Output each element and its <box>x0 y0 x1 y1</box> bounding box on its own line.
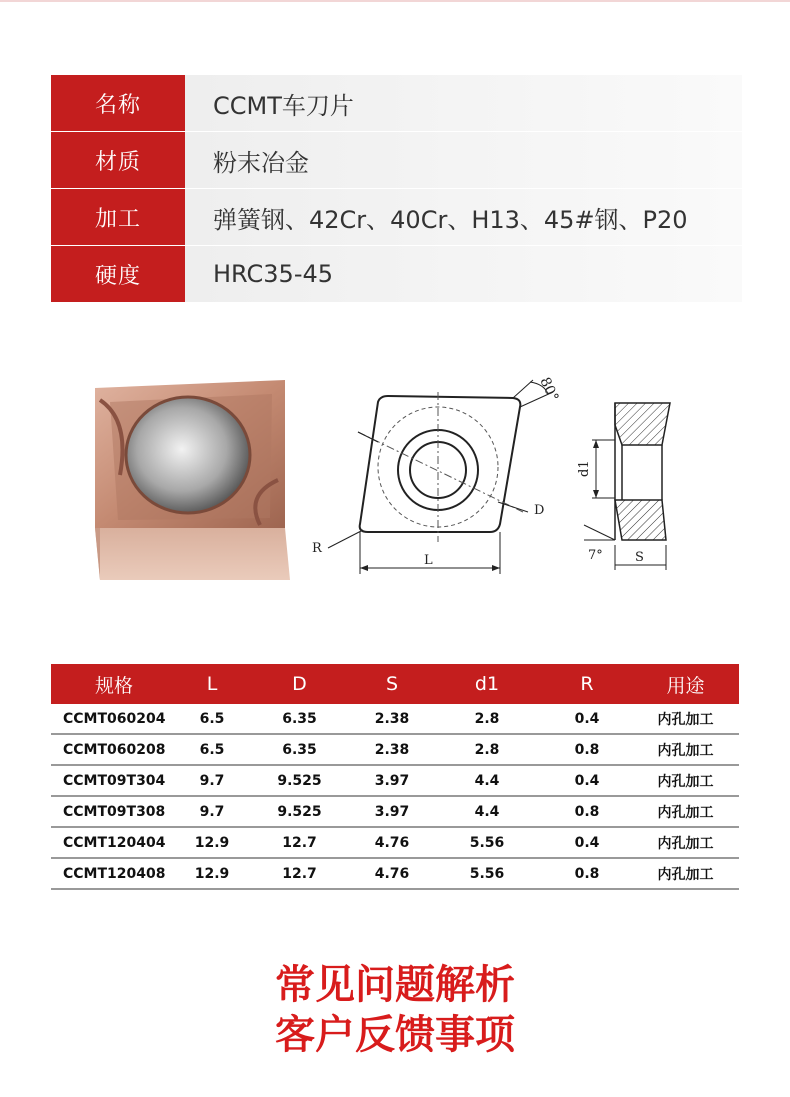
cell-spec: CCMT09T308 <box>63 803 166 820</box>
cell-L: 9.7 <box>199 772 225 789</box>
drawing-angle-side-label: 7° <box>588 548 603 563</box>
table-row <box>51 828 739 859</box>
table-row <box>51 766 739 797</box>
footer-line-2: 客户反馈事项 <box>275 1012 515 1058</box>
spec-label: 硬度 <box>51 246 185 302</box>
cell-R: 0.4 <box>574 772 600 789</box>
cell-S: 4.76 <box>374 834 410 851</box>
cell-L: 6.5 <box>199 710 225 727</box>
technical-drawing-side <box>570 385 682 575</box>
drawing-d1-label: d1 <box>577 460 592 477</box>
cell-L: 6.5 <box>199 741 225 758</box>
drawing-S-label: S <box>635 550 644 565</box>
cell-L: 9.7 <box>199 803 225 820</box>
spec-row-hardness <box>51 246 742 302</box>
header-R: R <box>580 673 594 695</box>
cell-D: 6.35 <box>282 710 317 727</box>
header-d1: d1 <box>474 673 500 695</box>
drawing-L-label: L <box>424 553 433 568</box>
cell-S: 3.97 <box>374 803 410 820</box>
cell-D: 12.7 <box>282 834 317 851</box>
insert-photo <box>80 380 300 590</box>
drawing-D-label: D <box>534 503 545 518</box>
header-L: L <box>206 673 218 695</box>
cell-use: 内孔加工 <box>657 711 714 728</box>
cell-use: 内孔加工 <box>657 742 714 759</box>
cell-spec: CCMT09T304 <box>63 772 166 789</box>
spec-value: HRC35-45 <box>185 246 742 302</box>
header-D: D <box>292 673 307 695</box>
cell-use: 内孔加工 <box>657 804 714 821</box>
cell-S: 3.97 <box>374 772 410 789</box>
cell-S: 2.38 <box>374 741 410 758</box>
spec-table <box>51 75 742 303</box>
cell-R: 0.8 <box>574 803 600 820</box>
footer-heading <box>0 960 790 1060</box>
cell-S: 4.76 <box>374 865 410 882</box>
table-row <box>51 797 739 828</box>
cell-L: 12.9 <box>194 834 230 851</box>
header-S: S <box>385 673 399 695</box>
technical-drawing-front <box>308 352 570 580</box>
spec-value: CCMT车刀片 <box>185 75 742 131</box>
spec-row-material <box>51 132 742 188</box>
table-header <box>51 664 739 704</box>
drawing-angle-top-label: 80° <box>536 374 562 405</box>
cell-use: 内孔加工 <box>657 773 714 790</box>
drawing-R-label: R <box>312 541 322 556</box>
table-row <box>51 704 739 735</box>
cell-spec: CCMT120408 <box>63 865 166 882</box>
cell-D: 12.7 <box>282 865 317 882</box>
cell-use: 内孔加工 <box>657 835 714 852</box>
table-row <box>51 859 739 890</box>
cell-spec: CCMT060204 <box>63 710 166 727</box>
header-use: 用途 <box>666 674 705 697</box>
cell-R: 0.8 <box>574 741 600 758</box>
cell-d1: 2.8 <box>474 710 500 727</box>
cell-R: 0.8 <box>574 865 600 882</box>
dimension-table <box>51 664 739 890</box>
cell-d1: 5.56 <box>469 865 505 882</box>
spec-row-name <box>51 75 742 131</box>
table-row <box>51 735 739 766</box>
top-divider <box>0 0 790 2</box>
header-spec: 规格 <box>94 674 133 697</box>
spec-label: 材质 <box>51 132 185 188</box>
cell-d1: 4.4 <box>474 803 500 820</box>
cell-D: 9.525 <box>277 772 322 789</box>
cell-d1: 5.56 <box>469 834 505 851</box>
spec-label: 加工 <box>51 189 185 245</box>
cell-D: 9.525 <box>277 803 322 820</box>
cell-S: 2.38 <box>374 710 410 727</box>
cell-R: 0.4 <box>574 834 600 851</box>
cell-L: 12.9 <box>194 865 230 882</box>
cell-R: 0.4 <box>574 710 600 727</box>
cell-use: 内孔加工 <box>657 866 714 883</box>
footer-line-1: 常见问题解析 <box>275 962 515 1008</box>
cell-D: 6.35 <box>282 741 317 758</box>
spec-row-processing <box>51 189 742 245</box>
spec-value: 弹簧钢、42Cr、40Cr、H13、45#钢、P20 <box>185 189 742 245</box>
cell-d1: 4.4 <box>474 772 500 789</box>
cell-spec: CCMT120404 <box>63 834 166 851</box>
cell-d1: 2.8 <box>474 741 500 758</box>
spec-value: 粉末冶金 <box>185 132 742 188</box>
spec-label: 名称 <box>51 75 185 131</box>
cell-spec: CCMT060208 <box>63 741 166 758</box>
